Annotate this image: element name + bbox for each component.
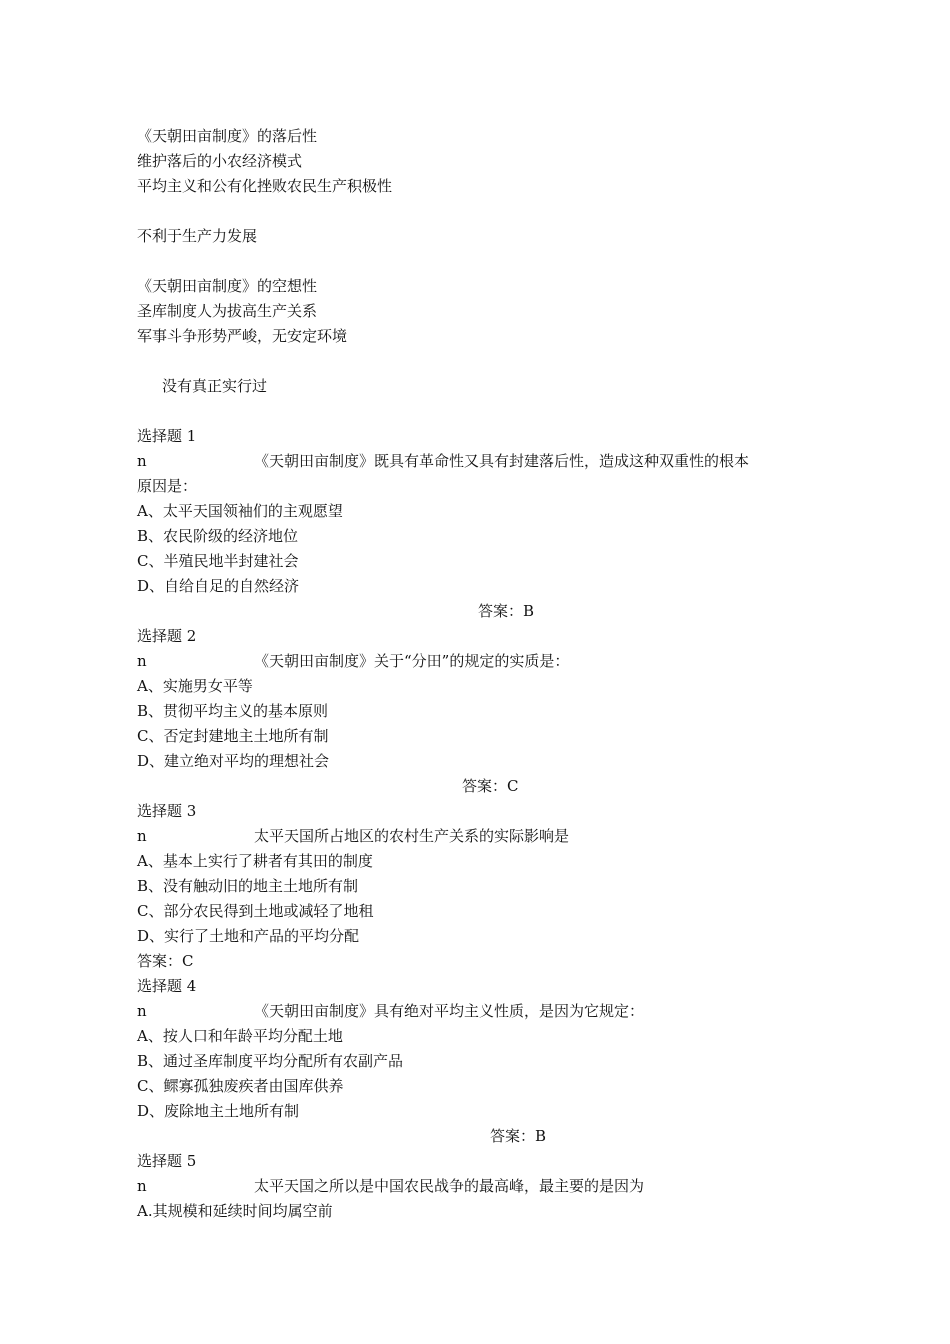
option-b: B、通过圣库制度平均分配所有农副产品 [137,1052,404,1070]
section-point: 平均主义和公有化挫败农民生产积极性 [137,177,393,195]
option-b: B、贯彻平均主义的基本原则 [137,702,329,720]
option-c: C、半殖民地半封建社会 [137,552,299,570]
section-conclusion: 没有真正实行过 [162,377,268,395]
question-stem: 《天朝田亩制度》既具有革命性又具有封建落后性，造成这种双重性的根本 [254,452,750,470]
question-marker: n [137,452,147,470]
question-stem: 《天朝田亩制度》具有绝对平均主义性质，是因为它规定： [254,1002,645,1020]
option-a: A、实施男女平等 [137,677,253,695]
answer: 答案：C [137,952,194,970]
option-a: A、按人口和年龄平均分配土地 [137,1027,343,1045]
section-title: 《天朝田亩制度》的空想性 [137,277,318,295]
option-d: D、废除地主土地所有制 [137,1102,300,1120]
question-marker: n [137,1002,147,1020]
question-label: 选择题 2 [137,627,197,645]
option-c: C、部分农民得到土地或减轻了地租 [137,902,374,920]
question-stem: 太平天国所占地区的农村生产关系的实际影响是 [254,827,570,845]
question-label: 选择题 5 [137,1152,197,1170]
question-stem: 太平天国之所以是中国农民战争的最高峰，最主要的是因为 [254,1177,645,1195]
option-d: D、建立绝对平均的理想社会 [137,752,330,770]
question-stem: 《天朝田亩制度》关于“分田”的规定的实质是： [254,652,570,670]
option-c: C、否定封建地主土地所有制 [137,727,329,745]
option-a: A、基本上实行了耕者有其田的制度 [137,852,373,870]
option-a: A.其规模和延续时间均属空前 [137,1202,333,1220]
option-b: B、没有触动旧的地主土地所有制 [137,877,359,895]
answer: 答案：B [490,1127,547,1145]
section-point: 军事斗争形势严峻，无安定环境 [137,327,348,345]
question-label: 选择题 4 [137,977,197,995]
question-label: 选择题 1 [137,427,197,445]
section-point: 维护落后的小农经济模式 [137,152,303,170]
question-stem-continued: 原因是： [137,477,198,495]
answer: 答案：C [462,777,519,795]
section-point: 圣库制度人为拔高生产关系 [137,302,318,320]
option-b: B、农民阶级的经济地位 [137,527,299,545]
question-marker: n [137,652,147,670]
question-marker: n [137,827,147,845]
option-a: A、太平天国领袖们的主观愿望 [137,502,343,520]
question-label: 选择题 3 [137,802,197,820]
option-d: D、自给自足的自然经济 [137,577,300,595]
section-title: 《天朝田亩制度》的落后性 [137,127,318,145]
question-marker: n [137,1177,147,1195]
answer: 答案：B [478,602,535,620]
option-c: C、鳏寡孤独废疾者由国库供养 [137,1077,344,1095]
section-conclusion: 不利于生产力发展 [137,227,258,245]
option-d: D、实行了土地和产品的平均分配 [137,927,360,945]
